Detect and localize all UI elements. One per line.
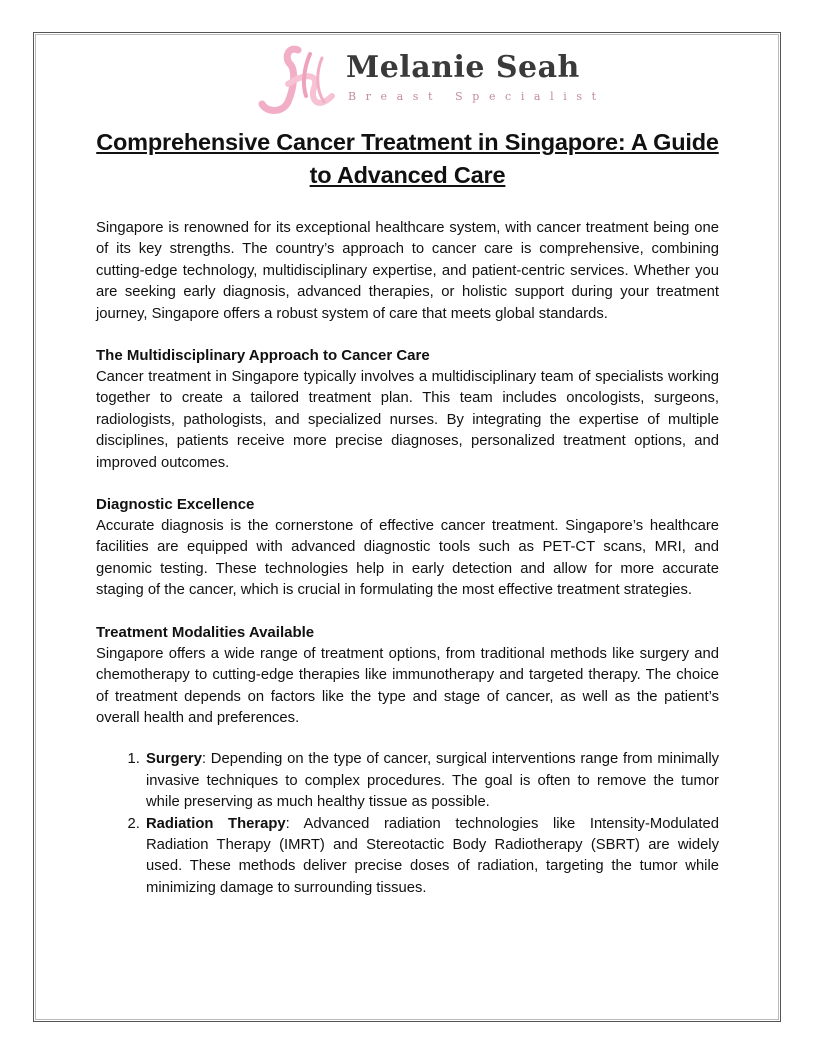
section-heading-diagnostic: Diagnostic Excellence	[96, 496, 255, 514]
list-item	[144, 749, 719, 813]
section-heading-multidisciplinary: The Multidisciplinary Approach to Cancer Care	[96, 347, 430, 365]
list-item	[144, 814, 719, 900]
section-heading-treatment: Treatment Modalities Available	[96, 623, 315, 641]
list-item-text: : Depending on the type of cancer, surgical interventions range from minimally invasive techniques to complex procedures. The goal is often to remove the tumor while preserving as much healthy tissue as possible.	[146, 751, 719, 811]
intro-paragraph: Singapore is renowned for its exceptional healthcare system, with cancer treatment being one of its key strengths. The country’s approach to cancer care is comprehensive, combining cutting-edge technology, multidisciplinary expertise, and patient-centric services. Whether you are seeking early diagnosis, advanced therapies, or holistic support during your treatment journey, Singapore offers a robust system of care that meets global standards.	[96, 220, 719, 322]
list-item-text: : Advanced radiation technologies like Intensity-Modulated Radiation Therapy (IMRT) and Stereotactic Body Radiotherapy (SBRT) are widely used. These methods deliver precise doses of radiation, targeting the tumor while minimizing damage to surrounding tissues.	[146, 815, 719, 896]
page-title: Comprehensive Cancer Treatment in Singapore: A Guide to Advanced Care	[96, 129, 719, 188]
brand-logo	[258, 44, 606, 120]
logo-monogram-icon	[258, 44, 342, 120]
list-item-term: Surgery	[146, 751, 202, 768]
section-body-treatment: Singapore offers a wide range of treatment options, from traditional methods like surgery and chemotherapy to cutting-edge therapies like immunotherapy and targeted therapy. The choice of treatment depends on factors like the type and stage of cancer, as well as the patient’s overall health and preferences.	[96, 645, 719, 726]
logo-name: Melanie Seah	[346, 50, 580, 85]
section-body-diagnostic: Accurate diagnosis is the cornerstone of effective cancer treatment. Singapore’s healthcare facilities are equipped with advanced diagnostic tools such as PET-CT scans, MRI, and genomic testing. These technologies help in early detection and allow for more accurate staging of the cancer, which is crucial in formulating the most effective treatment strategies.	[96, 518, 719, 599]
treatment-list	[96, 749, 719, 899]
section-body-multidisciplinary: Cancer treatment in Singapore typically involves a multidisciplinary team of specialists working together to create a tailored treatment plan. This team includes oncologists, surgeons, radiologists, pathologists, and specialized nurses. By integrating the expertise of multiple disciplines, patients receive more precise diagnoses, personalized treatment options, and improved outcomes.	[96, 369, 719, 471]
list-item-term: Radiation Therapy	[146, 815, 286, 832]
logo-subtitle: Breast Specialist	[348, 90, 606, 103]
document-body	[96, 126, 719, 899]
